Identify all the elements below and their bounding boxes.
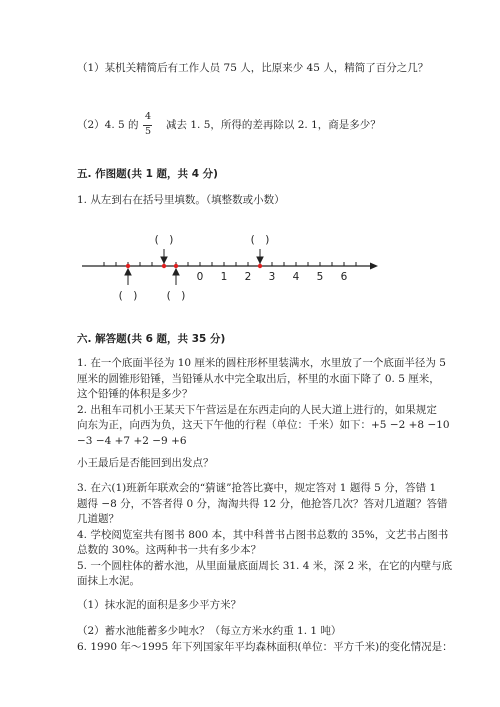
number-line-arrowhead — [370, 263, 378, 270]
section-5-question-1: 1. 从左到右在括号里填数。（填整数或小数） — [77, 194, 285, 206]
red-point-c — [174, 264, 178, 268]
problem-line: 面抹上水泥。 — [77, 575, 140, 587]
fraction-denominator: 5 — [144, 126, 152, 137]
tick-label-2: 2 — [244, 271, 252, 283]
section-6-title: 六. 解答题(共 6 题，共 35 分) — [77, 333, 226, 345]
tick-label-1: 1 — [220, 271, 228, 283]
tick-label-3: 3 — [268, 271, 276, 283]
problem-line: 题得 −8 分，不答者得 0 分，淘淘共得 12 分，他抢答几次？答对几道题？答错 — [77, 498, 448, 510]
problem-line: 4. 学校阅览室共有图书 800 本，其中科普书占图书总数的 35%，文艺书占图书 — [77, 529, 449, 541]
number-line-ticks — [104, 262, 356, 266]
problem-line: 这个铅锤的体积是多少？ — [77, 388, 193, 400]
problem-line: 向东为正，向西为负，这天下午他的行程（单位：千米）如下：+5 −2 +8 −10 — [77, 419, 450, 431]
answer-paren-bottom-2: ( ) — [166, 290, 186, 302]
problem-line: 1. 在一个底面半径为 10 厘米的圆柱形杯里装满水，水里放了一个底面半径为 5 — [77, 357, 446, 369]
number-line-figure — [0, 225, 500, 305]
fraction-numerator: 4 — [144, 111, 152, 122]
question-2-suffix: 减去 1. 5，所得的差再除以 2. 1，商是多少？ — [166, 119, 381, 131]
problem-line: 小王最后是否能回到出发点？ — [77, 457, 214, 469]
problem-line: （1）抹水泥的面积是多少平方米？ — [77, 599, 242, 611]
tick-label-0: 0 — [196, 271, 204, 283]
problem-line: 6. 1990 年～1995 年下列国家年平均森林面积(单位：平方千米)的变化情况是： — [77, 641, 453, 653]
answer-paren-top-2: ( ) — [250, 234, 270, 246]
red-point-b — [162, 264, 166, 268]
problem-line: 几道题？ — [77, 513, 119, 525]
tick-label-6: 6 — [340, 271, 348, 283]
answer-paren-bottom-1: ( ) — [118, 290, 138, 302]
red-point-d — [258, 264, 262, 268]
problem-line: （2）蓄水池能蓄多少吨水？（每立方米水约重 1. 1 吨） — [77, 625, 342, 637]
problem-line: 厘米的圆锥形铅锤，当铅锤从水中完全取出后，杯里的水面下降了 0. 5 厘米， — [77, 373, 440, 385]
problem-line: 总数的 30%。这两种书一共有多少本？ — [77, 544, 262, 556]
tick-label-5: 5 — [316, 271, 324, 283]
problem-line: 2. 出租车司机小王某天下午营运是在东西走向的人民大道上进行的，如果规定 — [77, 404, 437, 416]
problem-line: 5. 一个圆柱体的蓄水池，从里面量底面周长 31. 4 米，深 2 米，在它的内壁与底 — [77, 560, 453, 572]
question-1-text: （1）某机关精简后有工作人员 75 人，比原来少 45 人，精简了百分之几？ — [77, 62, 429, 74]
problem-line: −3 −4 +7 +2 −9 +6 — [77, 435, 187, 447]
red-point-a — [126, 264, 130, 268]
section-5-title: 五. 作图题(共 1 题，共 4 分) — [77, 168, 218, 180]
question-2-prefix: （2）4. 5 的 — [77, 119, 139, 131]
answer-paren-top-1: ( ) — [154, 234, 174, 246]
problem-line: 3. 在六(1)班新年联欢会的“猜谜”抢答比赛中，规定答对 1 题得 5 分，答错 1 — [77, 482, 437, 494]
tick-label-4: 4 — [292, 271, 300, 283]
